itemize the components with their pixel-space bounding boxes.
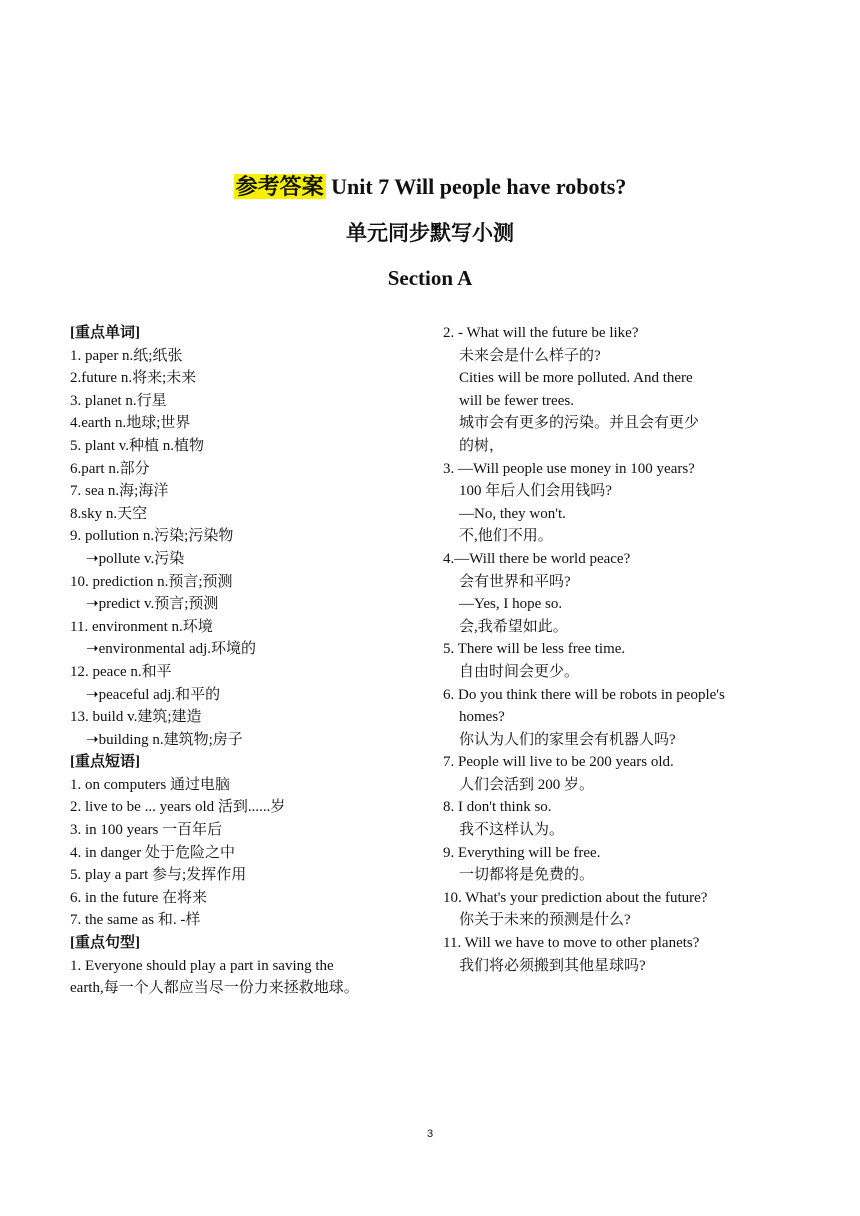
- sentence-translation: 会有世界和平吗?: [459, 573, 571, 590]
- vocab-derivative: ➝pollute v.污染: [86, 550, 185, 567]
- sentence-answer: —Yes, I hope so.: [459, 596, 563, 613]
- vocab-derivative: ➝peaceful adj.和平的: [86, 686, 221, 703]
- left-column: [70, 322, 420, 1000]
- vocab-item: 6.part n.部分: [70, 460, 150, 477]
- sentence-translation: 未来会是什么样子的?: [459, 347, 601, 364]
- sentence-translation: 100 年后人们会用钱吗?: [459, 483, 612, 500]
- vocab-derivative: ➝environmental adj.环境的: [86, 641, 257, 658]
- sentence-translation: 我们将必须搬到其他星球吗?: [459, 957, 646, 974]
- phrase-item: 5. play a part 参与;发挥作用: [70, 867, 247, 884]
- phrase-item: 3. in 100 years 一百年后: [70, 822, 223, 839]
- phrase-item: 6. in the future 在将来: [70, 889, 208, 906]
- vocab-item: 2.future n.将来;未来: [70, 370, 197, 387]
- sentence-translation: 你认为人们的家里会有机器人吗?: [459, 731, 676, 748]
- sentence-translation: 城市会有更多的污染。并且会有更少: [459, 415, 700, 432]
- quiz-subtitle: 单元同步默写小测: [346, 221, 514, 245]
- phrase-item: 1. on computers 通过电脑: [70, 776, 230, 793]
- vocab-item: 4.earth n.地球;世界: [70, 415, 191, 432]
- phrase-item: 2. live to be ... years old 活到......岁: [70, 799, 286, 816]
- sentence-item: 5. There will be less free time.: [443, 641, 626, 658]
- sentence-item-continued: homes?: [459, 709, 505, 726]
- sentence-item-continued: earth,每一个人都应当尽一份力来拯救地球。: [70, 980, 359, 997]
- sentence-translation: 的树，: [459, 437, 505, 454]
- vocab-item: 11. environment n.环境: [70, 618, 213, 635]
- vocab-item: 7. sea n.海;海洋: [70, 483, 169, 500]
- unit-title: Unit 7 Will people have robots?: [325, 174, 627, 199]
- right-column: [443, 322, 783, 977]
- sentence-item: 8. I don't think so.: [443, 799, 552, 816]
- sentence-item: 2. - What will the future be like?: [443, 325, 639, 341]
- sentence-translation: 不,他们不用。: [459, 528, 553, 545]
- sentence-answer: —No, they won't.: [459, 505, 566, 522]
- vocab-item: 5. plant v.种植 n.植物: [70, 437, 205, 454]
- sentence-translation: 我不这样认为。: [459, 822, 565, 839]
- vocab-derivative: ➝predict v.预言;预测: [86, 596, 219, 613]
- vocab-item: 12. peace n.和平: [70, 663, 172, 680]
- vocab-item: 13. build v.建筑;建造: [70, 709, 202, 726]
- vocab-item: 3. planet n.行星: [70, 392, 167, 409]
- vocab-item: 10. prediction n.预言;预测: [70, 573, 233, 590]
- sentence-item: 11. Will we have to move to other planets?: [443, 935, 700, 952]
- sentence-item: 3. —Will people use money in 100 years?: [443, 460, 695, 477]
- vocab-derivative: ➝building n.建筑物;房子: [86, 731, 243, 748]
- vocab-item: 8.sky n.天空: [70, 505, 148, 522]
- sentence-answer: will be fewer trees.: [459, 392, 574, 409]
- sentence-answer: Cities will be more polluted. And there: [459, 370, 693, 387]
- vocab-heading: [重点单词]: [70, 325, 140, 341]
- section-heading: Section A: [387, 266, 473, 290]
- phrase-item: 7. the same as 和. -样: [70, 912, 201, 929]
- sentence-heading: [重点句型]: [70, 935, 140, 952]
- sentence-item: 6. Do you think there will be robots in people's: [443, 686, 725, 703]
- sentence-item: 1. Everyone should play a part in saving the: [70, 957, 334, 974]
- sentence-translation: 你关于未来的预测是什么?: [459, 912, 631, 929]
- phrase-item: 4. in danger 处于危险之中: [70, 844, 235, 861]
- sentence-translation: 会,我希望如此。: [459, 618, 568, 635]
- sentence-translation: 自由时间会更少。: [459, 663, 580, 680]
- sentence-item: 9. Everything will be free.: [443, 844, 601, 861]
- vocab-item: 9. pollution n.污染;污染物: [70, 528, 234, 545]
- sentence-translation: 一切都将是免费的。: [459, 867, 595, 884]
- document-title: [0, 172, 860, 202]
- sentence-translation: 人们会活到 200 岁。: [459, 776, 595, 793]
- sentence-item: 4.—Will there be world peace?: [443, 550, 631, 567]
- sentence-item: 10. What's your prediction about the future?: [443, 889, 708, 906]
- vocab-item: 1. paper n.纸;纸张: [70, 347, 183, 364]
- answer-key-highlight: 参考答案: [235, 174, 324, 199]
- page-number: 3: [426, 1128, 434, 1140]
- phrase-heading: [重点短语]: [70, 754, 140, 771]
- sentence-item: 7. People will live to be 200 years old.: [443, 754, 674, 771]
